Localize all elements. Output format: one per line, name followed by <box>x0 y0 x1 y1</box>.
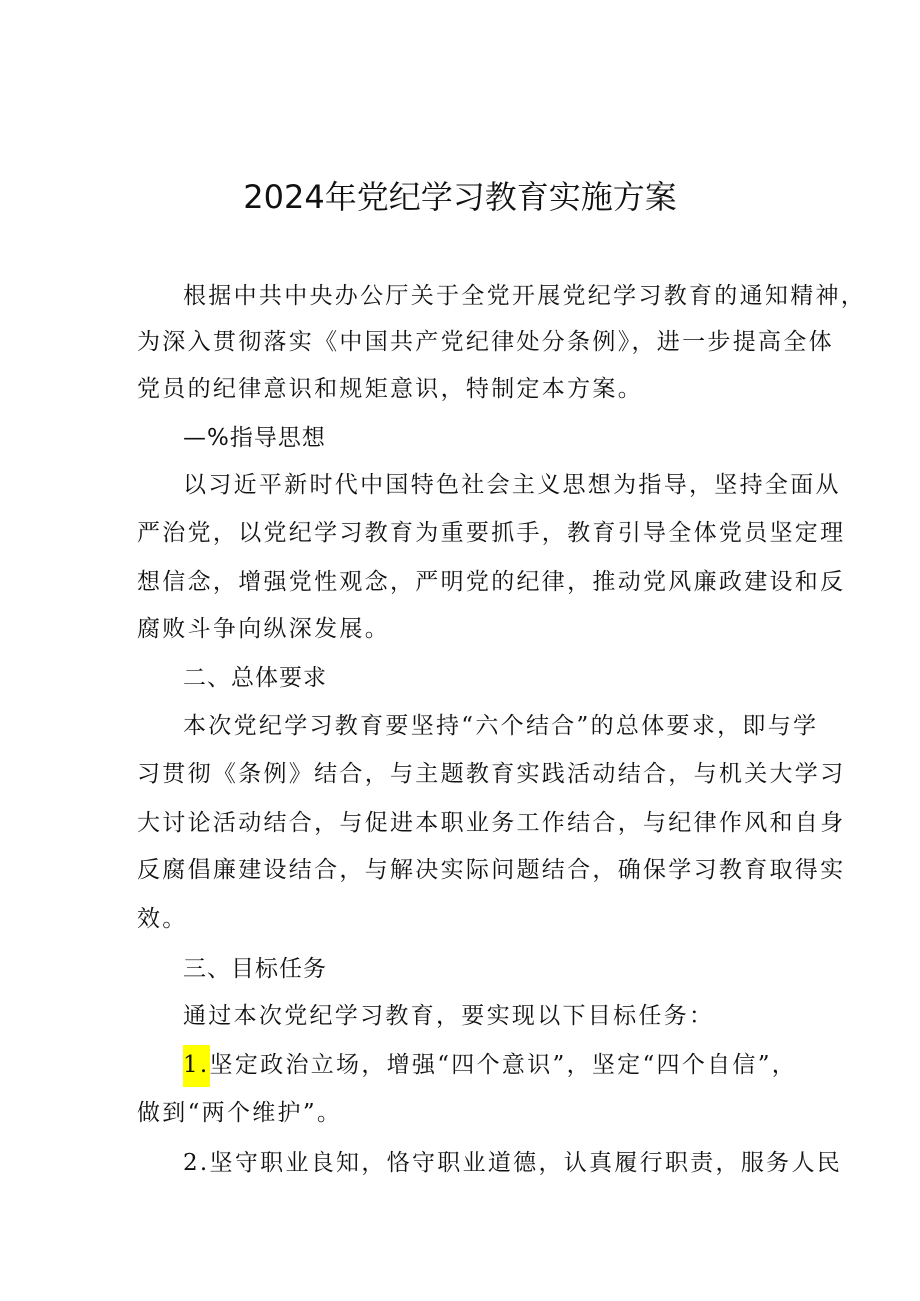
section-3-item-2-line-1: 2.坚守职业良知，恪守职业道德，认真履行职责，服务人民 <box>183 1150 843 1176</box>
document-title: 2024年党纪学习教育实施方案 <box>243 178 677 216</box>
section-3-item-1-line-2: 做到“两个维护”。 <box>137 1100 343 1126</box>
section-1-line-3: 想信念，增强党性观念，严明党的纪律，推动党风廉政建设和反 <box>137 569 846 595</box>
intro-line-1: 根据中共中央办公厅关于全党开展党纪学习教育的通知精神， <box>183 283 867 309</box>
section-2-heading: 二、总体要求 <box>183 665 327 691</box>
section-2-line-4: 反腐倡廉建设结合，与解决实际问题结合，确保学习教育取得实 <box>137 857 846 883</box>
section-2-line-3: 大讨论活动结合，与促进本职业务工作结合，与纪律作风和自身 <box>137 810 846 836</box>
item-1-number-highlight: 1. <box>183 1045 210 1087</box>
section-2-line-1: 本次党纪学习教育要坚持“六个结合”的总体要求，即与学 <box>183 713 819 739</box>
section-2-line-5: 效。 <box>137 906 188 932</box>
section-3-item-1-line-1 <box>183 1050 843 1087</box>
section-1-line-1: 以习近平新时代中国特色社会主义思想为指导，坚持全面从 <box>183 472 841 498</box>
section-3-intro: 通过本次党纪学习教育，要实现以下目标任务： <box>183 1003 715 1029</box>
section-1-line-4: 腐败斗争向纵深发展。 <box>137 616 390 642</box>
section-1-line-2: 严治党，以党纪学习教育为重要抓手，教育引导全体党员坚定理 <box>137 520 846 546</box>
section-1-heading: —%指导思想 <box>183 425 326 451</box>
section-3-heading: 三、目标任务 <box>183 956 327 982</box>
intro-line-3: 党员的纪律意识和规矩意识，特制定本方案。 <box>137 376 643 402</box>
intro-line-2: 为深入贯彻落实《中国共产党纪律处分条例》，进一步提高全体 <box>137 329 834 355</box>
section-2-line-2: 习贯彻《条例》结合，与主题教育实践活动结合，与机关大学习 <box>137 761 846 787</box>
item-1-text: 坚定政治立场，增强“四个意识”，坚定“四个自信”， <box>209 1052 798 1078</box>
